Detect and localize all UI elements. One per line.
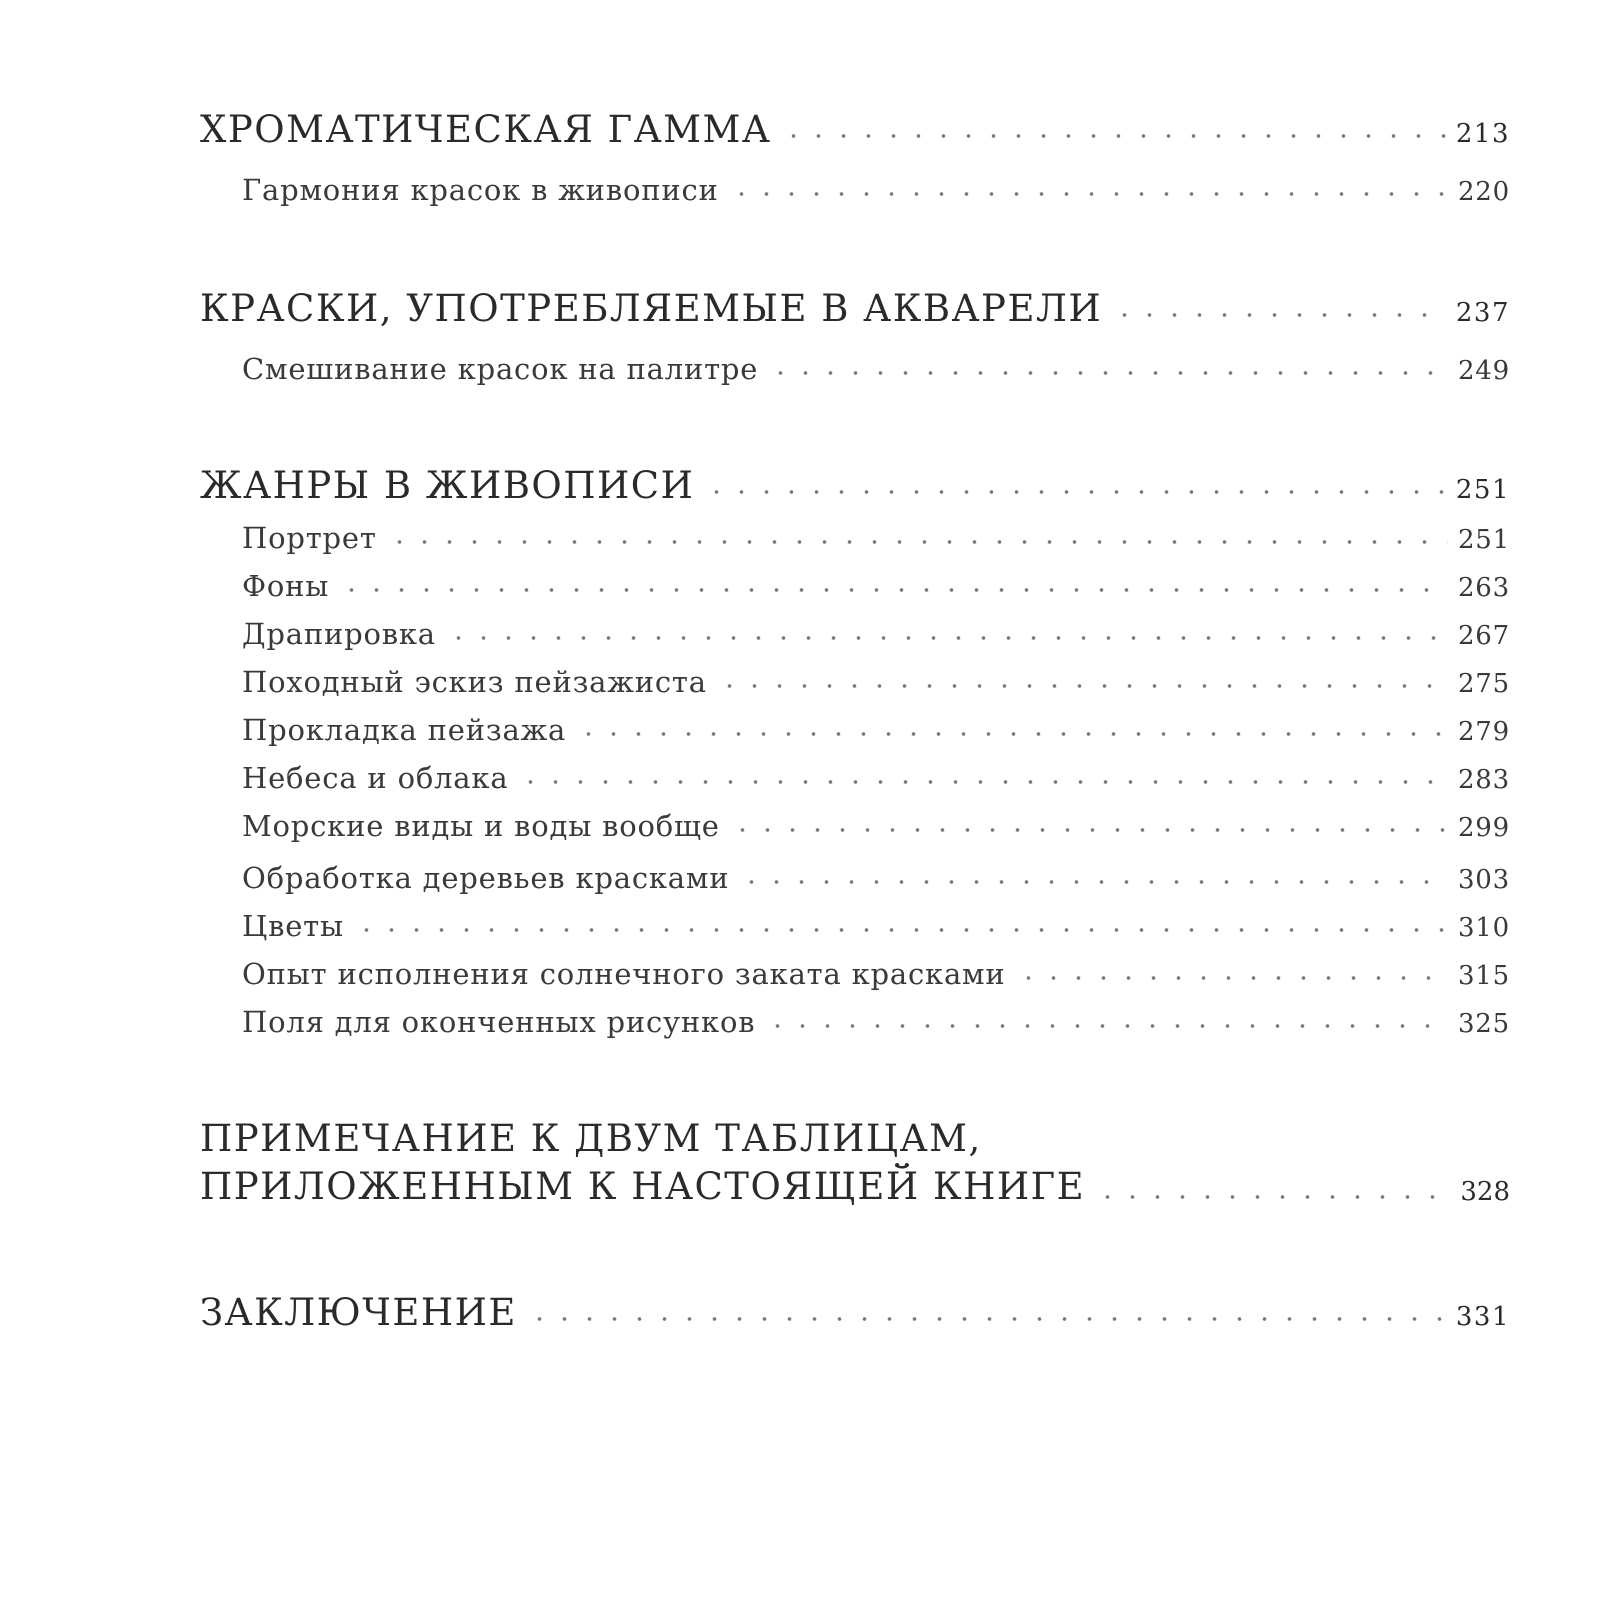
toc-page-number: 251 [1455,475,1510,505]
toc-section-title: КРАСКИ, УПОТРЕБЛЯЕМЫЕ В АКВАРЕЛИ [200,287,1103,330]
toc-item [200,617,1510,651]
dot-leader [729,192,1448,196]
toc-subitems-list [200,521,1510,1039]
toc-item-title: Обработка деревьев красками [242,861,730,895]
toc-item-title: Прокладка пейзажа [242,713,567,747]
toc-page-number: 267 [1457,621,1510,651]
dot-leader [739,880,1448,884]
toc-item [200,713,1510,747]
toc-page-number: 303 [1457,865,1510,895]
dot-leader [1016,976,1448,980]
toc-item [200,909,1510,943]
toc-section-title-line2: ПРИЛОЖЕННЫМ К НАСТОЯЩЕЙ КНИГЕ [200,1165,1086,1208]
toc-item [200,569,1510,603]
toc-section-title: ЗАКЛЮЧЕНИЕ [200,1291,517,1334]
toc-item [200,761,1510,795]
toc-section-title [200,1115,1085,1211]
toc-item-title: Походный эскиз пейзажиста [242,665,707,699]
dot-leader [730,828,1448,832]
dot-leader [704,490,1446,494]
toc-item [200,173,1510,207]
table-of-contents [200,108,1510,1334]
dot-leader [387,540,1448,544]
toc-page-number: 310 [1457,913,1510,943]
toc-section-title: ХРОМАТИЧЕСКАЯ ГАММА [200,108,772,151]
dot-leader [1095,1195,1450,1199]
toc-page-number: 279 [1457,717,1510,747]
toc-page-number: 283 [1457,765,1510,795]
toc-item-title: Смешивание красок на палитре [242,352,759,386]
toc-item-title: Фоны [242,569,330,603]
toc-page-number: 275 [1457,669,1510,699]
dot-leader [527,1317,1446,1321]
toc-page-number: 263 [1457,573,1510,603]
toc-item [200,352,1510,386]
toc-item-title: Гармония красок в живописи [242,173,719,207]
toc-section-conclusion [200,1291,1510,1334]
toc-item-title: Опыт исполнения солнечного заката красками [242,957,1006,991]
dot-leader [768,371,1448,375]
toc-item [200,1005,1510,1039]
toc-item [200,861,1510,895]
toc-page-number: 331 [1455,1302,1510,1332]
toc-page-number: 328 [1460,1177,1510,1207]
toc-page-number: 299 [1457,813,1510,843]
toc-item-title: Цветы [242,909,344,943]
toc-page-number: 251 [1457,525,1510,555]
toc-section-watercolor-paints [200,287,1510,330]
toc-page-number: 220 [1457,177,1510,207]
dot-leader [339,588,1448,592]
dot-leader [576,732,1448,736]
toc-item-title: Поля для оконченных рисунков [242,1005,756,1039]
toc-item [200,809,1510,843]
toc-page-number: 237 [1455,298,1510,328]
toc-item [200,665,1510,699]
toc-item [200,521,1510,555]
toc-item-title: Небеса и облака [242,761,509,795]
dot-leader [518,780,1448,784]
dot-leader [446,636,1448,640]
toc-item-title: Портрет [242,521,377,555]
dot-leader [717,684,1448,688]
toc-section-chromatic-scale [200,108,1510,151]
toc-section-title-line1: ПРИМЕЧАНИЕ К ДВУМ ТАБЛИЦАМ, [200,1117,982,1160]
dot-leader [765,1024,1448,1028]
toc-section-title: ЖАНРЫ В ЖИВОПИСИ [200,464,695,507]
dot-leader [781,134,1445,138]
toc-item [200,957,1510,991]
toc-page-number: 249 [1457,356,1510,386]
toc-item-title: Морские виды и воды вообще [242,809,720,843]
toc-item-title: Драпировка [242,617,436,651]
toc-section-note-on-tables [200,1115,1510,1211]
toc-page-number: 213 [1455,119,1510,149]
toc-page-number: 315 [1457,961,1510,991]
dot-leader [1112,313,1446,317]
toc-section-painting-genres [200,464,1510,507]
toc-page-number: 325 [1457,1009,1510,1039]
dot-leader [354,928,1448,932]
